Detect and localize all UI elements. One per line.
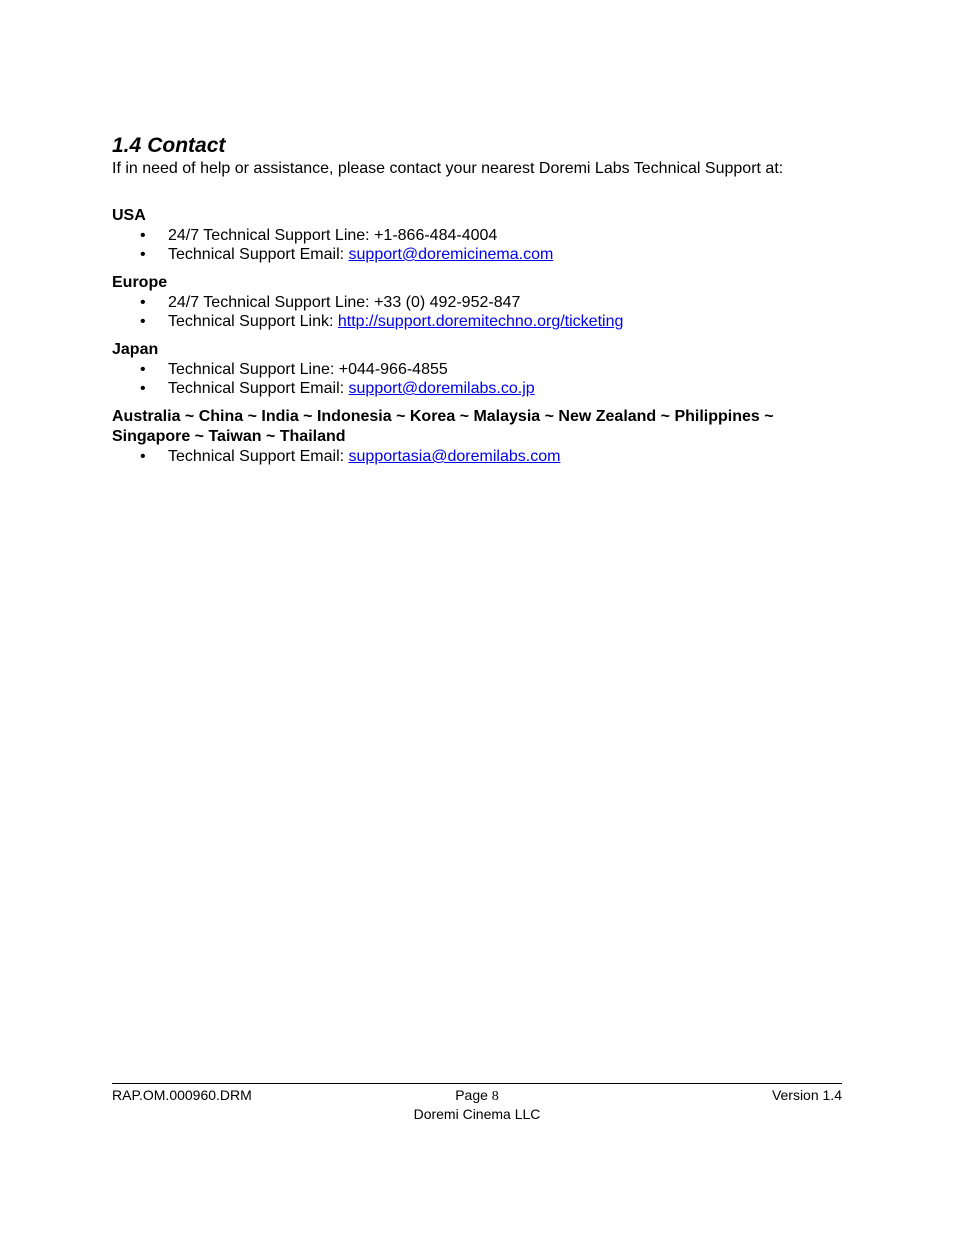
list-item xyxy=(112,245,842,264)
footer-doc-id: RAP.OM.000960.DRM xyxy=(112,1087,252,1103)
contact-text: Technical Support Link: xyxy=(168,313,338,330)
contact-list xyxy=(112,447,842,466)
contact-text: Technical Support Line: +044-966-4855 xyxy=(168,361,448,378)
bullet: • xyxy=(140,313,146,330)
region-name: Australia ~ China ~ India ~ Indonesia ~ Korea ~ Malaysia ~ New Zealand ~ Philippines ~ Singapore ~ Taiwan ~ Thailand xyxy=(112,408,774,445)
usa-email-link[interactable]: support@doremicinema.com xyxy=(348,246,554,263)
contact-text: 24/7 Technical Support Line: +33 (0) 492-952-847 xyxy=(168,294,521,311)
contact-list xyxy=(112,360,842,398)
bullet: • xyxy=(140,294,146,311)
contact-text: Technical Support Email: xyxy=(168,380,349,397)
bullet: • xyxy=(140,361,146,378)
list-item xyxy=(112,379,842,398)
region-asia-pacific xyxy=(112,407,842,466)
list-item xyxy=(112,312,842,331)
list-item xyxy=(112,226,842,245)
region-europe xyxy=(112,273,842,331)
region-name: USA xyxy=(112,207,146,224)
region-name: Europe xyxy=(112,274,168,291)
list-item xyxy=(112,360,842,379)
contact-list xyxy=(112,226,842,264)
intro-text: If in need of help or assistance, please contact your nearest Doremi Labs Technical Support at: xyxy=(112,160,784,177)
contact-text: Technical Support Email: xyxy=(168,448,349,465)
bullet: • xyxy=(140,227,146,244)
footer-page-number: 8 xyxy=(491,1089,499,1104)
europe-support-link[interactable]: http://support.doremitechno.org/ticketing xyxy=(337,313,624,330)
list-item xyxy=(112,447,842,466)
bullet: • xyxy=(140,380,146,397)
footer-page xyxy=(112,1086,842,1106)
section-number: 1.4 xyxy=(112,134,142,157)
contact-text: Technical Support Email: xyxy=(168,246,349,263)
region-japan xyxy=(112,340,842,398)
japan-email-link[interactable]: support@doremilabs.co.jp xyxy=(348,380,535,397)
footer-row xyxy=(112,1086,842,1105)
asia-email-link[interactable]: supportasia@doremilabs.com xyxy=(348,448,561,465)
footer-company: Doremi Cinema LLC xyxy=(413,1106,541,1122)
page-footer xyxy=(112,1083,842,1124)
footer-version: Version 1.4 xyxy=(771,1087,842,1103)
contact-list xyxy=(112,293,842,331)
section-heading xyxy=(112,133,842,159)
bullet: • xyxy=(140,448,146,465)
contact-text: 24/7 Technical Support Line: +1-866-484-4004 xyxy=(168,227,498,244)
bullet: • xyxy=(140,246,146,263)
region-usa xyxy=(112,206,842,264)
footer-page-label: Page xyxy=(455,1087,492,1103)
region-name: Japan xyxy=(112,341,159,358)
section-title: Contact xyxy=(147,134,226,157)
list-item xyxy=(112,293,842,312)
page-content xyxy=(112,133,842,475)
